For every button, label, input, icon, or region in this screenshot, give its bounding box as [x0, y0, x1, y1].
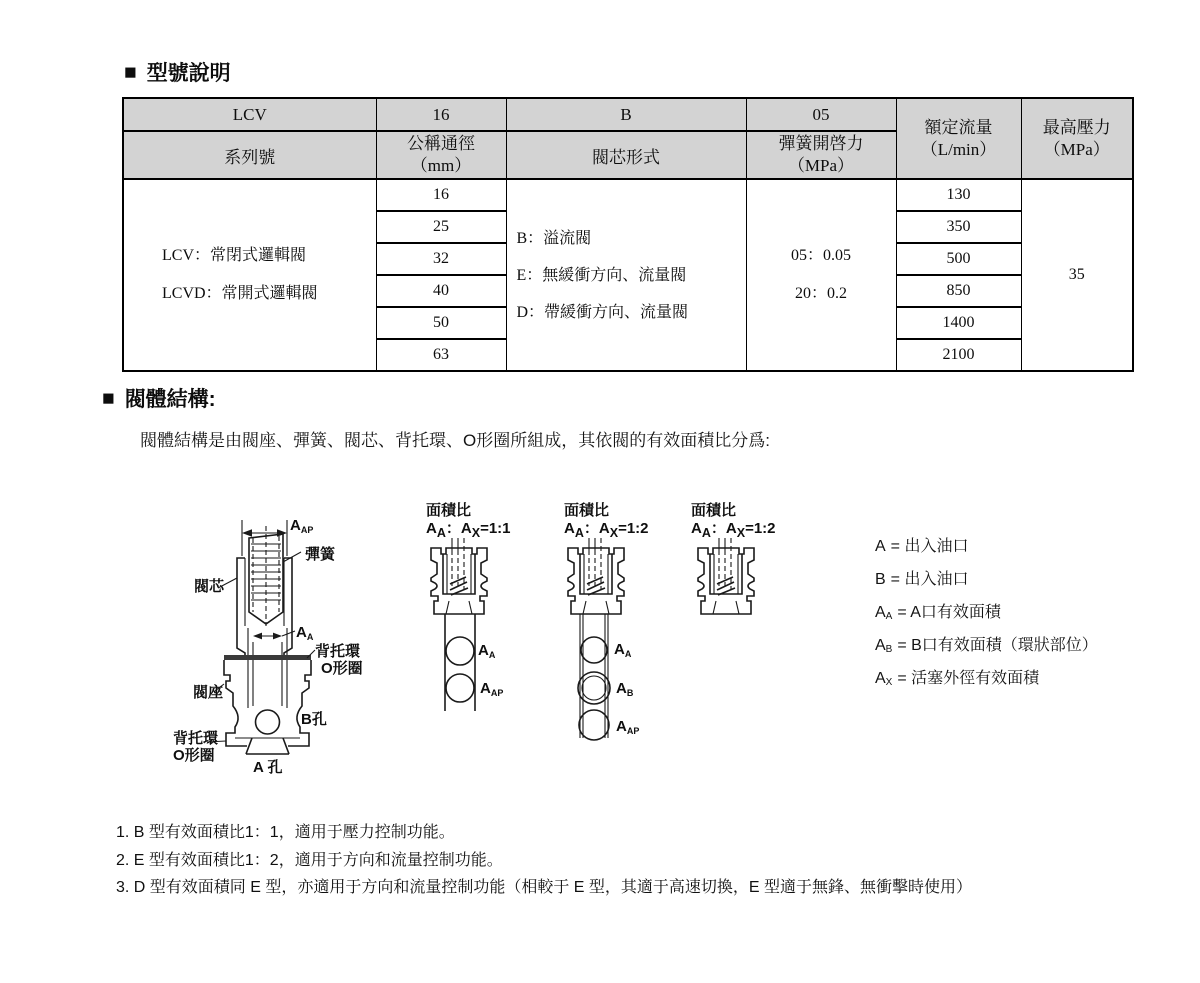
col-header-spool: 閥芯形式 [506, 131, 746, 179]
note-line: 1. B 型有效面積比1：1，適用于壓力控制功能。 [116, 824, 455, 841]
cell-flow: 130 [896, 179, 1021, 211]
code-spring: 05 [746, 98, 896, 131]
legend-item-a: A = 出入油口 [875, 538, 969, 555]
col-header-pressure: 最高壓力 （MPa） [1021, 98, 1133, 179]
label-a-hole: A 孔 [253, 759, 283, 776]
label-aap: $A_{AP}$ [290, 517, 314, 535]
port-label-aa-2: $A_A$ [614, 641, 632, 659]
table-row [123, 179, 1133, 211]
section-title-model [124, 57, 231, 87]
area-ratio-formula-1: $A_A$：$A_X=1:1$ [426, 520, 511, 540]
notes-block [116, 819, 972, 902]
cell-size: 25 [376, 211, 506, 243]
cell-flow: 850 [896, 275, 1021, 307]
note-line: 3. D 型有效面積同 E 型，亦適用于方向和流量控制功能（相較于 E 型，其適于高速切換，E 型適于無鋒、無衝擊時使用） [116, 879, 973, 896]
label-spool: 閥芯 [194, 578, 225, 595]
section-title-structure-text: 閥體結構: [124, 388, 216, 411]
label-seat: 閥座 [193, 684, 224, 701]
cell-flow: 500 [896, 243, 1021, 275]
label-backup-ring-bottom: 背托環 [173, 730, 219, 747]
section-square-icon: ■ [102, 386, 115, 410]
cell-flow: 350 [896, 211, 1021, 243]
legend-item-aa: AA = A口有效面積 [875, 604, 1001, 622]
legend-item-b: B = 出入油口 [875, 571, 969, 588]
port-label-ab-2: $A_B$ [616, 680, 634, 698]
legend-item-ax: AX = 活塞外徑有效面積 [875, 670, 1040, 688]
port-label-aap-2: $A_{AP}$ [616, 718, 640, 736]
cell-flow: 2100 [896, 339, 1021, 371]
area-ratio-formula-2: $A_A$：$A_X=1:2$ [564, 520, 649, 540]
cell-spring-values: 05：0.05 20：0.2 [746, 179, 896, 371]
table-row-code [123, 98, 1133, 131]
col-header-spring: 彈簧開啓力 （MPa） [746, 131, 896, 179]
code-series: LCV [123, 98, 376, 131]
code-size: 16 [376, 98, 506, 131]
area-ratio-diagram-3 [692, 533, 764, 618]
section-title-structure [102, 383, 216, 413]
cell-size: 63 [376, 339, 506, 371]
col-header-series: 系列號 [123, 131, 376, 179]
model-code-table [122, 97, 1134, 372]
section-square-icon: ■ [124, 60, 137, 84]
legend-item-ab: AB = B口有效面積（環狀部位） [875, 637, 1098, 655]
cell-flow: 1400 [896, 307, 1021, 339]
cell-size: 40 [376, 275, 506, 307]
label-aa: $A_A$ [296, 624, 314, 642]
structure-intro-text: 閥體結構是由閥座、彈簧、閥芯、背托環、O形圈所組成，其依閥的有效面積比分爲: [140, 431, 770, 450]
port-label-aap-1: $A_{AP}$ [480, 680, 504, 698]
cell-size: 50 [376, 307, 506, 339]
section-title-model-text: 型號說明 [146, 62, 231, 85]
col-header-diameter: 公稱通徑 （mm） [376, 131, 506, 179]
port-label-aa-1: $A_A$ [478, 642, 496, 660]
label-b-hole: B孔 [301, 711, 327, 728]
label-backup-ring-top: 背托環 [315, 643, 361, 660]
col-header-flow: 額定流量 （L/min） [896, 98, 1021, 179]
cell-size: 16 [376, 179, 506, 211]
cell-spool-types: B：溢流閥 E：無緩衝方向、流量閥 D：帶緩衝方向、流量閥 [506, 179, 746, 371]
label-oring-top: O形圈 [321, 660, 363, 677]
cell-series-types: LCV：常閉式邏輯閥 LCVD：常開式邏輯閥 [123, 179, 376, 371]
label-oring-bottom: O形圈 [173, 747, 215, 764]
code-spool: B [506, 98, 746, 131]
area-ratio-title-3: 面積比 [691, 502, 737, 519]
cell-max-pressure: 35 [1021, 179, 1133, 371]
area-ratio-formula-3: $A_A$：$A_X=1:2$ [691, 520, 776, 540]
cell-size: 32 [376, 243, 506, 275]
note-line: 2. E 型有效面積比1：2，適用于方向和流量控制功能。 [116, 851, 503, 869]
label-spring: 彈簧 [305, 546, 336, 563]
area-ratio-title-1: 面積比 [426, 502, 472, 519]
area-ratio-title-2: 面積比 [564, 502, 610, 519]
